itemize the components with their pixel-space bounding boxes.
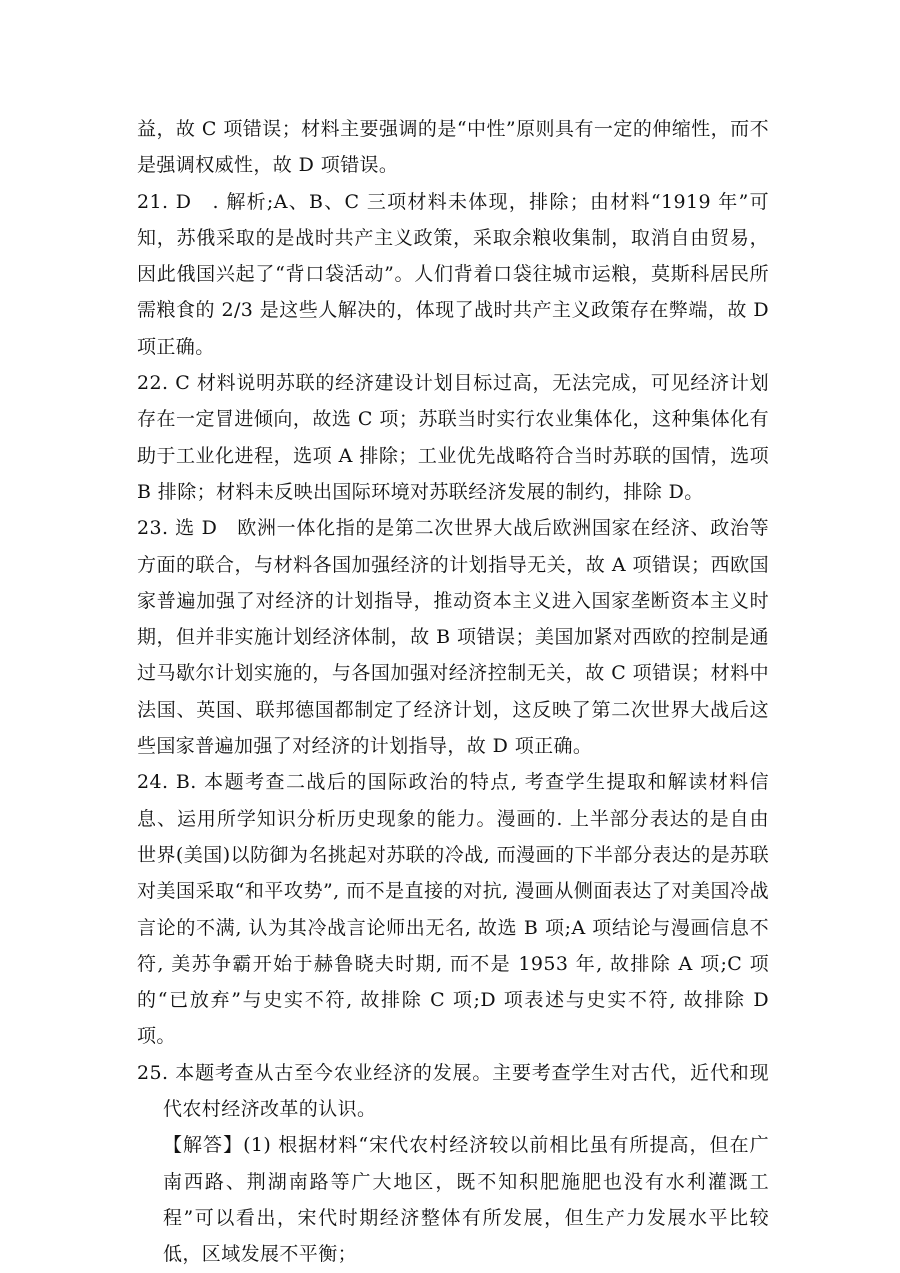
paragraph-q24: 24. B. 本题考查二战后的国际政治的特点, 考查学生提取和解读材料信息、运用所学知识分析历史现象的能力。漫画的. 上半部分表达的是自由世界(美国)以防御为名挑起对苏联的冷战, 而漫画的下半部分表达的是苏联对美国采取“和平攻势”, 而不是直接的对抗, 漫画从侧面表达了对美国冷战言论的不满, 认为其冷战言论师出无名, 故选 B 项;A 项结论与漫画信息不符, 美苏争霸开始于赫鲁晓夫时期, 而不是 1953 年, 故排除 A 项;C 项的“已放弃”与史实不符, 故排除 C 项;D 项表述与史实不符, 故排除 D 项。: [137, 771, 769, 1048]
document-body: [137, 111, 769, 1273]
paragraph-q21: 21. D . 解析;A、B、C 三项材料未体现，排除；由材料“1919 年”可知，苏俄采取的是战时共产主义政策，采取余粮收集制，取消自由贸易，因此俄国兴起了“背口袋活动”。人们背着口袋往城市运粮，莫斯科居民所需粮食的 2/3 是这些人解决的，体现了战时共产主义政策存在弊端，故 D 项正确。: [137, 190, 769, 358]
paragraph-q25-intro: 25. 本题考查从古至今农业经济的发展。主要考查学生对古代，近代和现代农村经济改革的认识。: [137, 1061, 769, 1121]
paragraph-q23: 23. 选 D 欧洲一体化指的是第二次世界大战后欧洲国家在经济、政治等方面的联合，与材料各国加强经济的计划指导无关，故 A 项错误；西欧国家普遍加强了对经济的计划指导，推动资本主义进入国家垄断资本主义时期，但并非实施计划经济体制，故 B 项错误；美国加紧对西欧的控制是通过马歇尔计划实施的，与各国加强对经济控制无关，故 C 项错误；材料中法国、英国、联邦德国都制定了经济计划，这反映了第二次世界大战后这些国家普遍加强了对经济的计划指导，故 D 项正确。: [137, 517, 769, 758]
paragraph-q20-conclusion: 益，故 C 项错误；材料主要强调的是“中性”原则具有一定的伸缩性，而不是强调权威性，故 D 项错误。: [137, 118, 769, 177]
paragraph-q22: 22. C 材料说明苏联的经济建设计划目标过高，无法完成，可见经济计划存在一定冒进倾向，故选 C 项；苏联当时实行农业集体化，这种集体化有助于工业化进程，选项 A 排除；工业优先战略符合当时苏联的国情，选项 B 排除；材料未反映出国际环境对苏联经济发展的制约，排除 D。: [137, 372, 769, 503]
paragraph-q25-answer: 【解答】(1) 根据材料“宋代农村经济较以前相比虽有所提高，但在广南西路、荆湖南路等广大地区，既不知积肥施肥也没有水利灌溉工程”可以看出，宋代时期经济整体有所发展，但生产力发展水平比较低，区域发展不平衡；: [163, 1134, 769, 1266]
